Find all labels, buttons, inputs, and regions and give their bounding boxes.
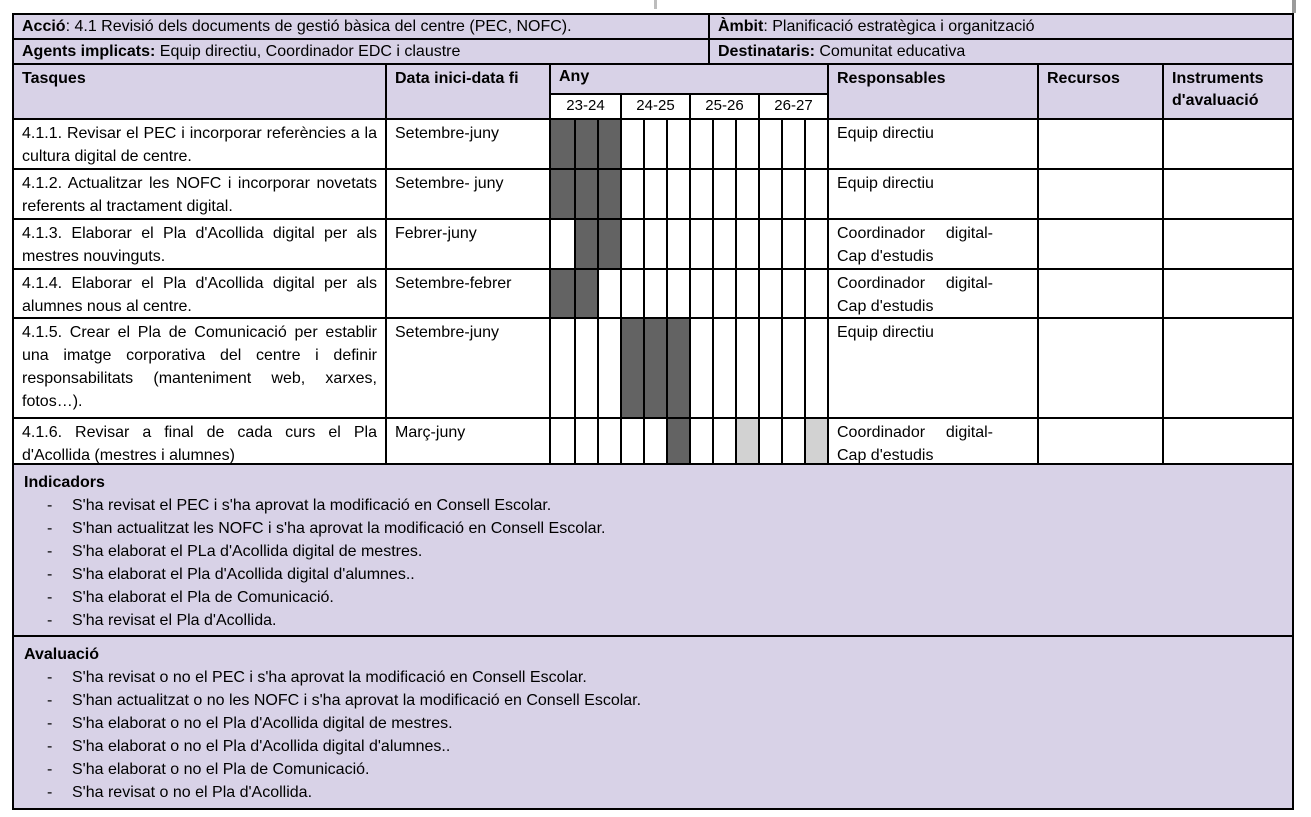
indicadors-item: - S'ha elaborat el PLa d'Acollida digital de mestres. <box>47 540 1282 563</box>
gantt-cell <box>781 319 804 417</box>
bullet-dash: - <box>47 784 53 801</box>
bullet-dash: - <box>47 669 53 686</box>
gantt-cell <box>643 319 666 417</box>
indicadors-item: - S'ha elaborat el Pla de Comunicació. <box>47 586 1282 609</box>
gantt-cell <box>689 319 712 417</box>
gantt-cell <box>804 419 827 463</box>
task-title: 4.1.1. Revisar el PEC i incorporar referències a la cultura digital de centre. <box>22 125 377 165</box>
ambit-label: Àmbit <box>718 18 764 35</box>
accio-value: : 4.1 Revisió dels documents de gestió bàsica del centre (PEC, NOFC). <box>65 18 572 35</box>
bullet-dash: - <box>47 738 53 755</box>
task-dates: Setembre-febrer <box>385 270 549 317</box>
task-recursos <box>1037 270 1162 317</box>
gantt-cell <box>643 419 666 463</box>
gantt-cell <box>735 319 758 417</box>
agents-cell <box>14 40 710 63</box>
gantt-row <box>549 170 827 218</box>
avaluacio-section <box>14 637 1292 808</box>
gantt-cell <box>574 270 597 317</box>
avaluacio-title: Avaluació <box>24 646 99 663</box>
gantt-cell <box>804 220 827 268</box>
gantt-cell <box>758 220 781 268</box>
bullet-dash: - <box>47 692 53 709</box>
column-header-responsables: Responsables <box>827 65 1037 118</box>
ruler-tick-right <box>1292 0 1296 13</box>
gantt-cell <box>551 220 574 268</box>
gantt-cell <box>758 319 781 417</box>
gantt-cell <box>689 170 712 218</box>
task-dates: Març-juny <box>385 419 549 463</box>
task-recursos <box>1037 220 1162 268</box>
avaluacio-item: - S'ha revisat o no el PEC i s'ha aprovat la modificació en Consell Escolar. <box>47 666 1282 689</box>
task-instruments <box>1162 419 1292 463</box>
gantt-cell <box>758 419 781 463</box>
gantt-row <box>549 319 827 417</box>
task-instruments <box>1162 170 1292 218</box>
task-title: 4.1.5. Crear el Pla de Comunicació per establir una imatge corporativa del centre i definir responsabilitats (manteniment web, xarxes, fotos…). <box>22 324 377 410</box>
bullet-dash: - <box>47 715 53 732</box>
agents-value: Equip directiu, Coordinador EDC i claustre <box>155 43 461 60</box>
gantt-cell <box>804 270 827 317</box>
task-recursos <box>1037 419 1162 463</box>
gantt-cell <box>620 170 643 218</box>
indicadors-title: Indicadors <box>24 474 105 491</box>
task-responsible: Coordinador digital-Cap d'estudis <box>827 270 1037 317</box>
gantt-cell <box>712 220 735 268</box>
gantt-cell <box>666 419 689 463</box>
gantt-cell <box>712 270 735 317</box>
gantt-cell <box>666 120 689 168</box>
gantt-cell <box>781 419 804 463</box>
gantt-cell <box>735 220 758 268</box>
ambit-value: : Planificació estratègica i organització <box>763 18 1035 35</box>
task-title: 4.1.2. Actualitzar les NOFC i incorporar novetats referents al tractament digital. <box>22 175 377 215</box>
gantt-row <box>549 270 827 317</box>
indicadors-item: - S'ha revisat el PEC i s'ha aprovat la modificació en Consell Escolar. <box>47 494 1282 517</box>
gantt-cell <box>666 220 689 268</box>
gantt-cell <box>712 319 735 417</box>
agents-label: Agents implicats: <box>22 43 156 60</box>
ruler-tick-left <box>654 0 657 9</box>
gantt-cell <box>666 270 689 317</box>
destinataris-value: Comunitat educativa <box>814 43 966 60</box>
bullet-dash: - <box>47 497 53 514</box>
task-recursos <box>1037 319 1162 417</box>
gantt-cell <box>804 170 827 218</box>
gantt-cell <box>551 319 574 417</box>
gantt-cell <box>666 319 689 417</box>
gantt-cell <box>597 270 620 317</box>
destinataris-label: Destinataris: <box>718 43 815 60</box>
task-title: 4.1.3. Elaborar el Pla d'Acollida digital per als mestres nouvinguts. <box>22 225 377 265</box>
task-responsible: Coordinador digital-Cap d'estudis <box>827 419 1037 463</box>
gantt-cell <box>804 319 827 417</box>
task-responsible: Coordinador digital-Cap d'estudis <box>827 220 1037 268</box>
task-instruments <box>1162 270 1292 317</box>
task-dates: Setembre-juny <box>385 120 549 168</box>
year-header-row <box>551 93 827 118</box>
gantt-cell <box>643 220 666 268</box>
task-responsible: Equip directiu <box>827 120 1037 168</box>
avaluacio-item: - S'ha elaborat o no el Pla d'Acollida digital d'alumnes.. <box>47 735 1282 758</box>
gantt-row <box>549 120 827 168</box>
avaluacio-item: - S'ha revisat o no el Pla d'Acollida. <box>47 781 1282 804</box>
gantt-cell <box>758 270 781 317</box>
gantt-cell <box>574 170 597 218</box>
gantt-cell <box>758 170 781 218</box>
gantt-cell <box>781 270 804 317</box>
gantt-cell <box>574 120 597 168</box>
gantt-row <box>549 220 827 268</box>
gantt-cell <box>574 220 597 268</box>
task-row-4-1-6 <box>14 419 1292 465</box>
bullet-dash: - <box>47 566 53 583</box>
column-header-data: Data inici-data fi <box>385 65 549 118</box>
bullet-dash: - <box>47 543 53 560</box>
gantt-cell <box>758 120 781 168</box>
gantt-cell <box>597 170 620 218</box>
gantt-cell <box>689 270 712 317</box>
gantt-cell <box>712 419 735 463</box>
gantt-cell <box>643 120 666 168</box>
accio-label: Acció <box>22 18 66 35</box>
gantt-cell <box>551 120 574 168</box>
gantt-cell <box>620 220 643 268</box>
indicadors-section <box>14 465 1292 637</box>
column-header-recursos: Recursos <box>1037 65 1162 118</box>
avaluacio-item: - S'ha elaborat o no el Pla de Comunicació. <box>47 758 1282 781</box>
bullet-dash: - <box>47 520 53 537</box>
task-row-4-1-3 <box>14 220 1292 270</box>
column-header-tasques: Tasques <box>14 65 385 118</box>
indicadors-item: - S'ha revisat el Pla d'Acollida. <box>47 609 1282 632</box>
accio-ambit-row <box>14 15 1292 40</box>
task-title: 4.1.6. Revisar a final de cada curs el Pla d'Acollida (mestres i alumnes) <box>22 424 377 464</box>
gantt-cell <box>597 220 620 268</box>
gantt-cell <box>735 120 758 168</box>
avaluacio-item: - S'ha elaborat o no el Pla d'Acollida digital de mestres. <box>47 712 1282 735</box>
action-plan-table <box>12 13 1294 810</box>
column-header-any: Any <box>551 65 827 93</box>
gantt-cell <box>804 120 827 168</box>
indicadors-item: - S'han actualitzat les NOFC i s'ha aprovat la modificació en Consell Escolar. <box>47 517 1282 540</box>
gantt-cell <box>712 170 735 218</box>
task-responsible: Equip directiu <box>827 319 1037 417</box>
task-recursos <box>1037 120 1162 168</box>
task-row-4-1-4 <box>14 270 1292 319</box>
year-header-26-27: 26-27 <box>758 95 827 118</box>
task-instruments <box>1162 220 1292 268</box>
task-dates: Febrer-juny <box>385 220 549 268</box>
gantt-cell <box>620 120 643 168</box>
gantt-cell <box>735 419 758 463</box>
gantt-cell <box>689 419 712 463</box>
ambit-cell <box>710 15 1292 38</box>
gantt-cell <box>666 170 689 218</box>
gantt-cell <box>735 270 758 317</box>
gantt-cell <box>643 170 666 218</box>
gantt-cell <box>597 319 620 417</box>
accio-cell <box>14 15 710 38</box>
bullet-dash: - <box>47 761 53 778</box>
gantt-cell <box>574 419 597 463</box>
gantt-cell <box>620 419 643 463</box>
gantt-cell <box>735 170 758 218</box>
column-header-row <box>14 65 1292 120</box>
task-instruments <box>1162 319 1292 417</box>
gantt-cell <box>689 220 712 268</box>
task-instruments <box>1162 120 1292 168</box>
task-title: 4.1.4. Elaborar el Pla d'Acollida digital per als alumnes nous al centre. <box>22 275 377 315</box>
task-dates: Setembre- juny <box>385 170 549 218</box>
year-header-25-26: 25-26 <box>689 95 758 118</box>
bullet-dash: - <box>47 612 53 629</box>
gantt-cell <box>620 319 643 417</box>
indicadors-item: - S'ha elaborat el Pla d'Acollida digital d'alumnes.. <box>47 563 1282 586</box>
gantt-cell <box>781 220 804 268</box>
year-header-23-24: 23-24 <box>566 97 605 114</box>
gantt-cell <box>689 120 712 168</box>
task-row-4-1-5 <box>14 319 1292 419</box>
year-header-24-25: 24-25 <box>620 95 689 118</box>
gantt-cell <box>643 270 666 317</box>
bullet-dash: - <box>47 589 53 606</box>
gantt-cell <box>597 419 620 463</box>
task-row-4-1-1 <box>14 120 1292 170</box>
agents-destinataris-row <box>14 40 1292 65</box>
gantt-cell <box>781 120 804 168</box>
avaluacio-item: - S'han actualitzat o no les NOFC i s'ha aprovat la modificació en Consell Escolar. <box>47 689 1282 712</box>
destinataris-cell <box>710 40 1292 63</box>
gantt-cell <box>781 170 804 218</box>
gantt-cell <box>574 319 597 417</box>
gantt-cell <box>712 120 735 168</box>
gantt-cell <box>597 120 620 168</box>
task-recursos <box>1037 170 1162 218</box>
gantt-cell <box>551 170 574 218</box>
task-row-4-1-2 <box>14 170 1292 220</box>
gantt-cell <box>551 419 574 463</box>
column-header-any-block <box>549 65 827 118</box>
gantt-cell <box>551 270 574 317</box>
column-header-instruments: Instruments d'avaluació <box>1162 65 1292 118</box>
gantt-cell <box>620 270 643 317</box>
task-dates: Setembre-juny <box>385 319 549 417</box>
gantt-row <box>549 419 827 463</box>
task-responsible: Equip directiu <box>827 170 1037 218</box>
